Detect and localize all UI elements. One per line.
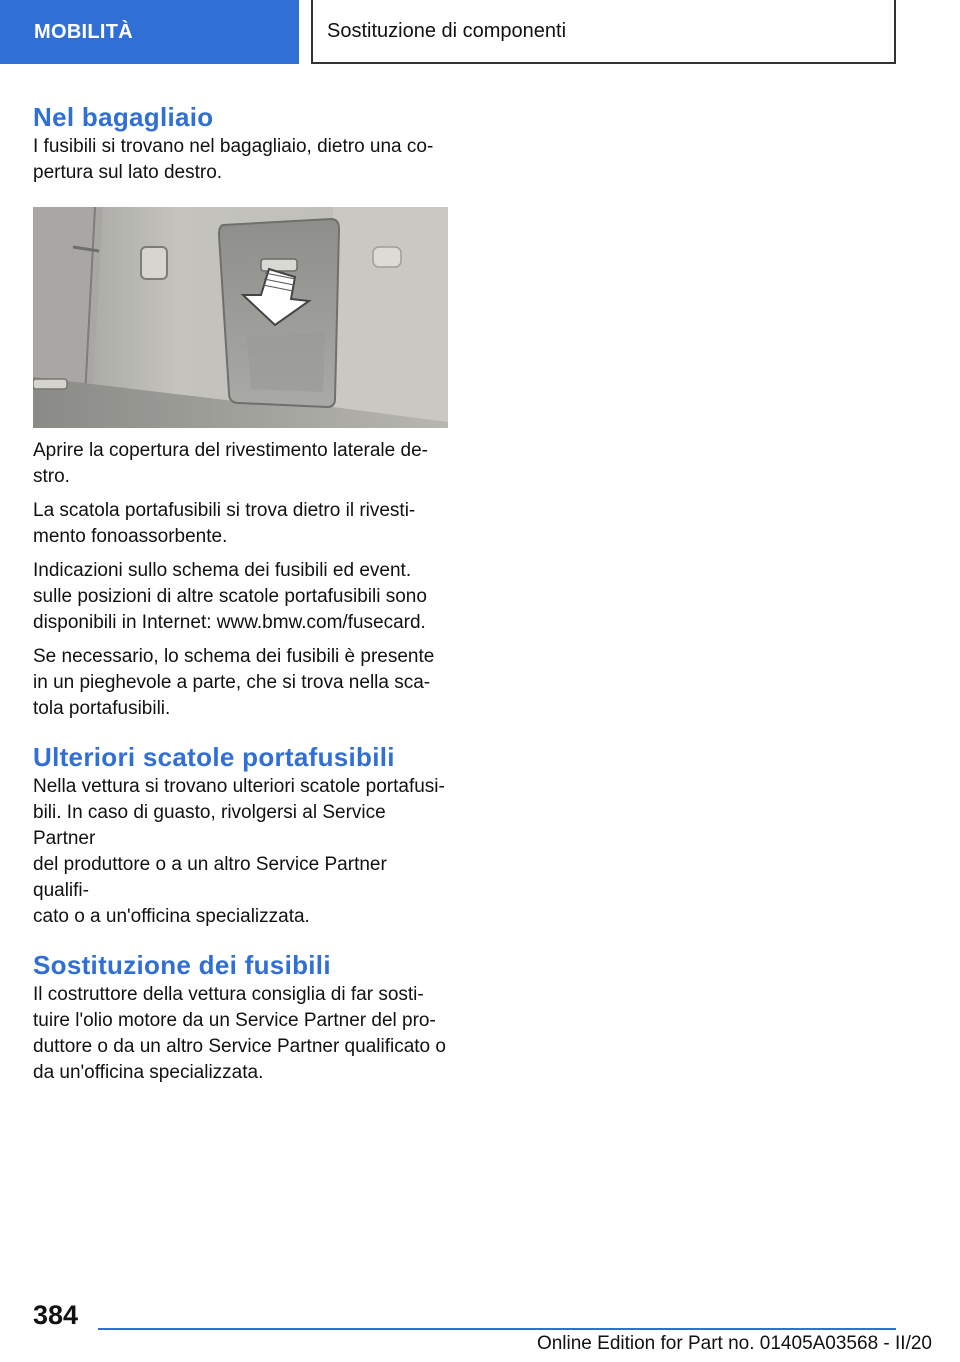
paragraph-fuse-leaflet: Se necessario, lo schema dei fusibili è presente in un pieghevole a parte, che si trova nella sca- tola portafusibili. [33, 646, 435, 719]
content-column [33, 100, 448, 1086]
footer-divider [98, 1328, 896, 1330]
paragraph-fuse-replacement: Il costruttore della vettura consiglia di far sosti- tuire l'olio motore da un Service Partner del pro- duttore o da un altro Service Partner qualificato o da un'officina specializzata. [33, 984, 446, 1083]
paragraph-additional-fuseboxes: Nella vettura si trovano ulteriori scatole portafusi- bili. In caso di guasto, rivolgersi al Service Partner del produttore o a un altro Service Partner qualifi- cato o a un'officina specializzata. [33, 776, 445, 927]
heading-sostituzione-fusibili: Sostituzione dei fusibili [33, 950, 331, 980]
header-chapter-label: Sostituzione di componenti [327, 19, 567, 42]
heading-nel-bagagliaio: Nel bagagliaio [33, 102, 214, 132]
header-section-tab [0, 0, 299, 64]
trunk-fuse-cover-image [33, 207, 448, 428]
footer-edition: Online Edition for Part no. 01405A03568 - II/20 [536, 1333, 932, 1354]
paragraph-fuse-location: I fusibili si trovano nel bagagliaio, dietro una co- pertura sul lato destro. [33, 136, 434, 183]
page-number: 384 [33, 1300, 79, 1330]
header-section-label: MOBILITÀ [34, 20, 134, 43]
heading-ulteriori-scatole: Ulteriori scatole portafusibili [33, 742, 395, 772]
paragraph-open-cover: Aprire la copertura del rivestimento laterale de- stro. [33, 440, 428, 487]
paragraph-fuse-scheme-info: Indicazioni sullo schema dei fusibili ed event. sulle posizioni di altre scatole portafusibili sono disponibili in Internet: www.bmw.com/fusecard. [33, 560, 427, 633]
paragraph-fusebox-behind: La scatola portafusibili si trova dietro il rivesti- mento fonoassorbente. [33, 500, 416, 547]
header-chapter-box [311, 0, 896, 64]
